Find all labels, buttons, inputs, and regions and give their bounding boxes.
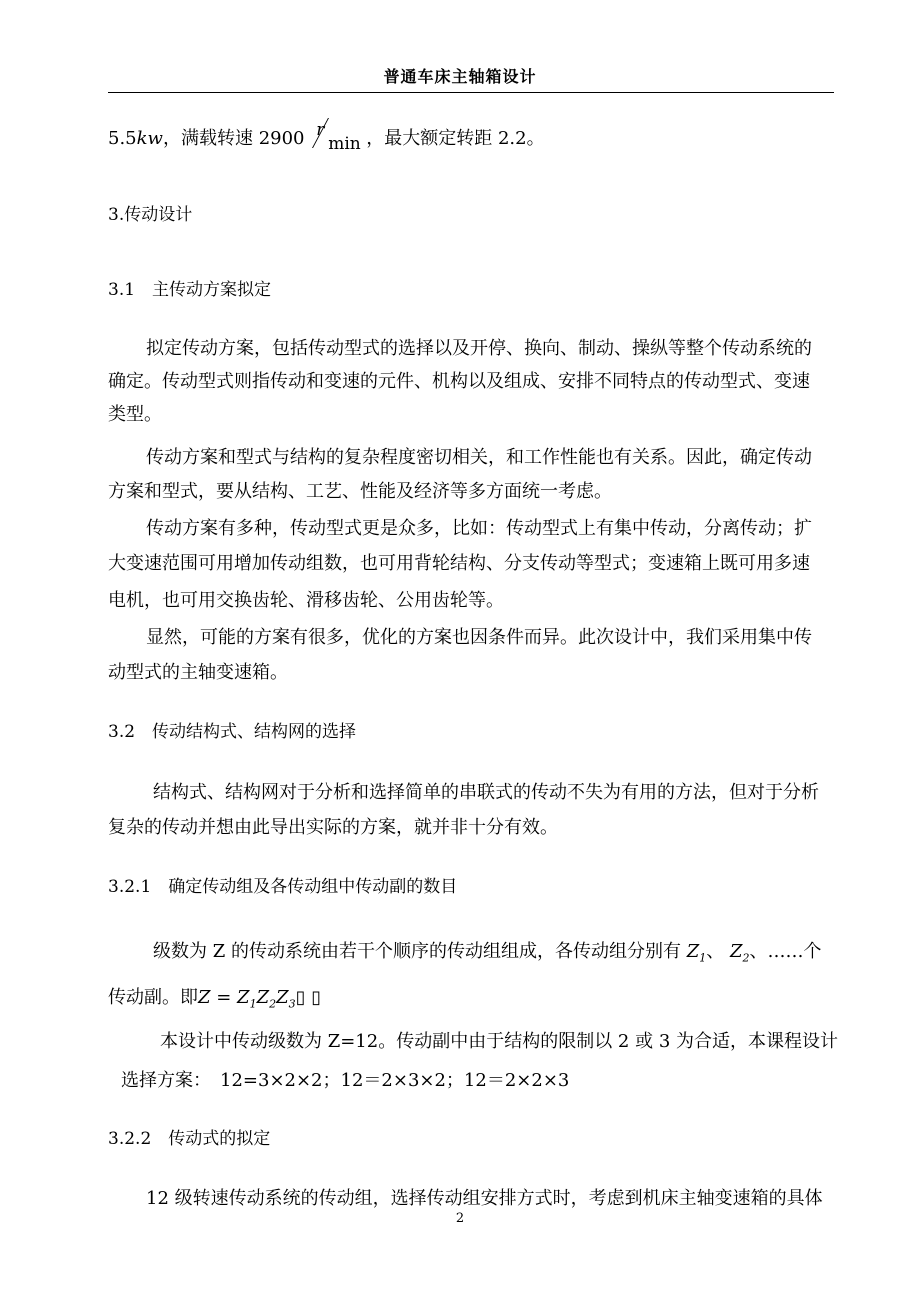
paragraph-line: 动型式的主轴变速箱。 — [108, 662, 288, 683]
math-z1 — [686, 941, 707, 965]
placeholder-glyphs: ▯ ▯ — [295, 987, 322, 1008]
math-z: Z — [237, 987, 250, 1008]
section-heading-3-2-2: 3.2.2 传动式的拟定 — [108, 1129, 271, 1149]
page-number: 2 — [455, 1211, 465, 1226]
paragraph-line: 类型。 — [108, 404, 162, 425]
math-z: Z — [256, 987, 270, 1008]
paragraph-line: 复杂的传动并想由此导出实际的方案，就并非十分有效。 — [108, 817, 558, 838]
speed-text: ，满载转速 2900 — [162, 128, 305, 149]
motor-spec-line — [108, 120, 545, 154]
power-value: 5.5 — [108, 128, 137, 149]
separator-text: 、……个 — [749, 941, 822, 962]
torque-text: ，最大额定转距 2.2。 — [366, 128, 545, 149]
stage-count-line — [153, 940, 821, 971]
math-subscript: 2 — [742, 951, 750, 965]
power-unit: kw — [136, 128, 163, 149]
math-z: Z — [686, 941, 700, 962]
speed-unit-denominator: min — [328, 134, 361, 154]
formula-z-product — [198, 987, 296, 1011]
paragraph-text: 传动副。即 — [108, 987, 198, 1008]
math-z: Z — [198, 987, 211, 1008]
paragraph-text: 级数为 Z 的传动系统由若干个顺序的传动组组成，各传动组分别有 — [153, 941, 681, 962]
section-heading-3-1: 3.1 主传动方案拟定 — [108, 280, 272, 300]
page-header-title: 普通车床主轴箱设计 — [383, 67, 537, 86]
math-equals: = — [210, 987, 238, 1008]
section-heading-3-2: 3.2 传动结构式、结构网的选择 — [108, 722, 357, 742]
paragraph-line: 拟定传动方案，包括传动型式的选择以及开停、换向、制动、操纵等整个传动系统的 — [146, 338, 812, 359]
speed-unit-numerator: r — [316, 120, 325, 140]
math-z: Z — [276, 987, 289, 1008]
paragraph-line: 本设计中传动级数为 Z=12。传动副中由于结构的限制以 2 或 3 为合适，本课程设计 — [160, 1031, 839, 1052]
paragraph-line: 显然，可能的方案有很多，优化的方案也因条件而异。此次设计中，我们采用集中传 — [146, 627, 812, 648]
math-z: Z — [729, 941, 743, 962]
section-heading-3: 3.传动设计 — [108, 205, 193, 225]
formula-line — [108, 986, 321, 1017]
math-subscript: 2 — [269, 997, 277, 1011]
paragraph-line: 电机，也可用交换齿轮、滑移齿轮、公用齿轮等。 — [108, 590, 504, 611]
math-subscript: 1 — [699, 951, 707, 965]
paragraph-line: 选择方案： 12=3×2×2；12＝2×3×2；12＝2×2×3 — [121, 1070, 570, 1091]
speed-unit-fraction — [310, 120, 366, 154]
math-subscript: 3 — [288, 997, 296, 1011]
paragraph-line: 确定。传动型式则指传动和变速的元件、机构以及组成、安排不同特点的传动型式、变速 — [108, 371, 810, 392]
math-z2 — [729, 941, 750, 965]
header-divider — [108, 92, 834, 93]
paragraph-line: 传动方案和型式与结构的复杂程度密切相关，和工作性能也有关系。因此，确定传动 — [146, 447, 812, 468]
paragraph-line: 传动方案有多种，传动型式更是众多，比如：传动型式上有集中传动，分离传动；扩 — [146, 518, 812, 539]
section-heading-3-2-1: 3.2.1 确定传动组及各传动组中传动副的数目 — [108, 877, 458, 897]
paragraph-line: 结构式、结构网对于分析和选择简单的串联式的传动不失为有用的方法，但对于分析 — [153, 782, 819, 803]
paragraph-line: 大变速范围可用增加传动组数，也可用背轮结构、分支传动等型式；变速箱上既可用多速 — [108, 553, 810, 574]
paragraph-line: 12 级转速传动系统的传动组，选择传动组安排方式时，考虑到机床主轴变速箱的具体 — [146, 1188, 823, 1209]
paragraph-line: 方案和型式，要从结构、工艺、性能及经济等多方面统一考虑。 — [108, 481, 612, 502]
separator-text: 、 — [706, 941, 725, 962]
math-subscript: 1 — [249, 997, 257, 1011]
